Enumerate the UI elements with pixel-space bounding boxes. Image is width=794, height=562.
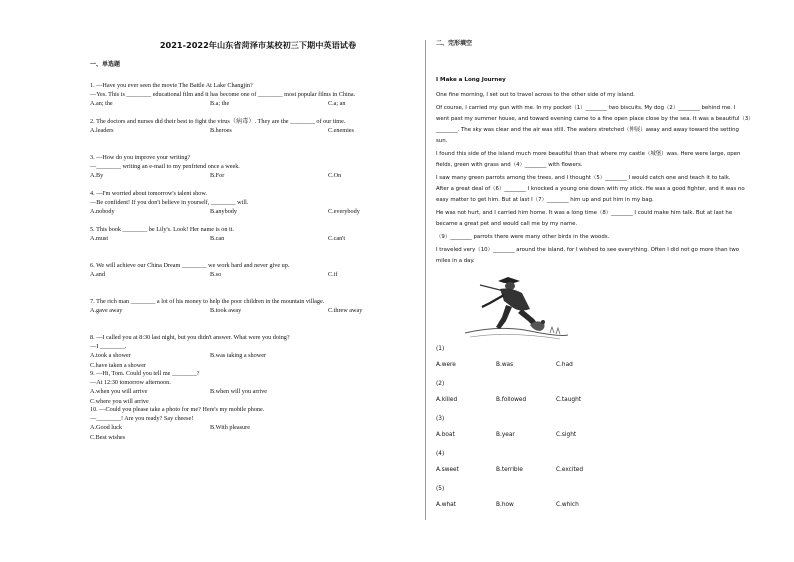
paragraph-line: Of course, I carried my gun with me. In my pocket（1）________ two biscuits. My dog（2）________ behind me. I	[436, 105, 736, 111]
question-text: —I ________.	[90, 343, 127, 350]
cloze-question-number: (2)	[436, 381, 445, 387]
question-text: 3. —How do you improve your writing?	[90, 154, 191, 161]
question-text: 7. The rich man ________ a lot of his money to help the poor children in the mountain village.	[90, 298, 325, 305]
paragraph	[436, 90, 770, 101]
answer-option[interactable]: B.took away	[210, 307, 242, 314]
paragraph-line: He was not hurt, and I carried him home. It was a long time（8）________ I could make him talk. But at last he	[436, 210, 733, 216]
answer-option[interactable]: B.so	[210, 271, 222, 278]
answer-option[interactable]: B.For	[210, 172, 225, 179]
answer-options	[90, 306, 388, 315]
answer-options	[90, 207, 388, 216]
answer-option[interactable]: C.have taken a shower	[90, 362, 147, 369]
question-1	[88, 81, 388, 117]
answer-option[interactable]: B.a; the	[210, 100, 230, 107]
question-list	[88, 81, 388, 441]
passage-title: I Make a Long Journey	[436, 77, 506, 83]
paragraph	[436, 232, 770, 243]
paragraph	[436, 208, 770, 230]
question-text: 6. We will achieve our China Dream ________ we work hard and never give up.	[90, 262, 290, 269]
question-text: —________ writing an e-mail to my penfriend once a week.	[90, 163, 240, 170]
answer-option[interactable]: B.when will you arrive	[210, 388, 268, 395]
answer-option[interactable]: C.a; an	[328, 100, 346, 107]
question-text: 4. —I'm worried about tomorrow's talent show.	[90, 190, 207, 197]
man-catching-parrot-illustration	[460, 273, 570, 343]
paragraph-line: ________. The sky was clear and the air was still. The waters stretched（伸展）away and away toward the setting	[436, 127, 739, 133]
paragraph-line: easy matter to get him. But at last I（7）________ him up and put him in my bag.	[436, 197, 654, 203]
answer-options	[90, 423, 388, 441]
paragraph-line: One fine morning, I set out to travel across to the other side of my island.	[436, 92, 635, 98]
question-text: 9. —Hi, Tom. Could you tell me ________?	[90, 370, 200, 377]
answer-option[interactable]: B.With pleasure	[210, 424, 250, 431]
answer-option[interactable]: B.can	[210, 235, 225, 242]
answer-option[interactable]: A.sweet	[436, 467, 459, 473]
answer-option[interactable]: A.an; the	[90, 100, 113, 107]
section-heading-cloze: 二、完形填空	[436, 40, 473, 47]
question-text: 2. The doctors and nurses did their best to fight the virus（病毒）. They are the ________ of our time.	[90, 118, 346, 125]
cloze-question-2	[436, 380, 770, 415]
paragraph	[436, 245, 770, 267]
paragraph-line: sun.	[436, 138, 448, 144]
answer-options	[90, 387, 388, 405]
answer-option[interactable]: B.was taking a shower	[210, 352, 267, 359]
paragraph-line: miles in a day.	[436, 258, 475, 264]
answer-option[interactable]: A.and	[90, 271, 105, 278]
answer-options	[90, 270, 388, 279]
answer-options	[436, 361, 770, 370]
question-text: —________! Are you ready? Say cheese!	[90, 415, 194, 422]
answer-options	[436, 466, 770, 475]
question-text: —Be confident! If you don't believe in yourself, ________ will.	[90, 199, 249, 206]
answer-option[interactable]: C.taught	[556, 397, 582, 403]
column-divider	[425, 40, 426, 520]
answer-option[interactable]: B.was	[496, 362, 514, 368]
answer-option[interactable]: C.Best wishes	[90, 434, 126, 441]
answer-options	[436, 501, 770, 510]
answer-option[interactable]: C.which	[556, 502, 579, 508]
answer-option[interactable]: B.followed	[496, 397, 527, 403]
question-2	[88, 117, 388, 153]
paragraph-line: I found this side of the island much more beautiful than that where my castle（城堡）was. Here were large, open	[436, 151, 741, 157]
answer-option[interactable]: B.year	[496, 432, 515, 438]
answer-option[interactable]: A.when you will arrive	[90, 388, 148, 395]
answer-option[interactable]: C.if	[328, 271, 338, 278]
cloze-question-number: (4)	[436, 451, 445, 457]
cloze-question-number: (5)	[436, 486, 445, 492]
answer-options	[90, 126, 388, 135]
answer-option[interactable]: C.where you will arrive	[90, 398, 149, 405]
answer-option[interactable]: C.had	[556, 362, 573, 368]
paragraph-line: became a great pet and would call me by my name.	[436, 221, 578, 227]
answer-option[interactable]: A.By	[90, 172, 104, 179]
paragraph-line: I traveled very（10）________ around the island, for I wished to see everything. Often I did not go more than two	[436, 247, 740, 253]
answer-options	[90, 234, 388, 243]
question-text: —At 12:30 tomorrow afternoon.	[90, 379, 171, 386]
paragraph-line: I saw many green parrots among the trees, and I thought（5）________ I would catch one and teach it to talk.	[436, 175, 731, 181]
left-column	[88, 40, 388, 441]
cloze-question-number: (1)	[436, 346, 445, 352]
answer-option[interactable]: A.took a shower	[90, 352, 131, 359]
answer-option[interactable]: A.boat	[436, 432, 455, 438]
answer-option[interactable]: C.excited	[556, 467, 584, 473]
question-text: —Yes. This is ________ educational film and it has become one of ________ most popular films in China.	[90, 91, 356, 98]
question-5	[88, 225, 388, 261]
paragraph-line: （9）________ parrots there were many other birds in the woods.	[436, 234, 610, 240]
cloze-question-number: (3)	[436, 416, 445, 422]
answer-option[interactable]: A.were	[436, 362, 456, 368]
answer-option[interactable]: C.can't	[328, 235, 346, 242]
answer-option[interactable]: A.gave away	[90, 307, 123, 314]
answer-option[interactable]: A.leaders	[90, 127, 114, 134]
answer-options	[436, 396, 770, 405]
paragraph-line: went past my summer house, and toward evening came to a fine open place close by the sea. It was a beautiful（3）	[436, 116, 754, 122]
cloze-question-4	[436, 450, 770, 485]
answer-options	[90, 171, 388, 180]
cloze-question-3	[436, 415, 770, 450]
answer-options	[436, 431, 770, 440]
paragraph	[436, 149, 770, 171]
question-9	[88, 369, 388, 405]
answer-option[interactable]: B.terrible	[496, 467, 523, 473]
answer-option[interactable]: A.Good luck	[90, 424, 122, 431]
question-8	[88, 333, 388, 369]
question-4	[88, 189, 388, 225]
question-text: 8. —I called you at 8:30 last night, but you didn't answer. What were you doing?	[90, 334, 290, 341]
section-heading-single-choice: 一、单选题	[90, 61, 121, 68]
paragraph	[436, 173, 770, 206]
answer-options	[90, 351, 388, 369]
paragraph	[436, 103, 770, 147]
answer-option[interactable]: A.must	[90, 235, 109, 242]
answer-option[interactable]: B.how	[496, 502, 514, 508]
answer-option[interactable]: A.what	[436, 502, 456, 508]
answer-option[interactable]: C.everybody	[328, 208, 360, 215]
question-7	[88, 297, 388, 333]
question-text: 5. This book ________ be Lily's. Look! Her name is on it.	[90, 226, 234, 233]
passage	[436, 90, 770, 267]
answer-options	[90, 99, 388, 108]
answer-option[interactable]: A.killed	[436, 397, 458, 403]
right-column	[436, 38, 770, 520]
paragraph-line: fields, green with grass and（4）________ with flowers.	[436, 162, 583, 168]
question-3	[88, 153, 388, 189]
paragraph-line: After a great deal of（6）________ I knocked a young one down with my stick. He was a good fighter, and it was no	[436, 186, 745, 192]
cloze-question-1	[436, 345, 770, 380]
answer-option[interactable]: A.nobody	[90, 208, 115, 215]
answer-option[interactable]: B.anybody	[210, 208, 237, 215]
illustration	[460, 273, 570, 343]
answer-option[interactable]: B.heroes	[210, 127, 232, 134]
page-title: 2021-2022年山东省菏泽市某校初三下期中英语试卷	[159, 40, 357, 50]
answer-option[interactable]: C.threw away	[328, 307, 363, 314]
answer-option[interactable]: C.sight	[556, 432, 577, 438]
question-10	[88, 405, 388, 441]
cloze-question-5	[436, 485, 770, 520]
cloze-questions	[436, 345, 770, 520]
question-text: 10. —Could you please take a photo for me? Here's my mobile phone.	[90, 406, 265, 413]
question-6	[88, 261, 388, 297]
answer-option[interactable]: C.On	[328, 172, 342, 179]
question-text: 1. —Have you ever seen the movie The Battle At Lake Changjin?	[90, 82, 253, 89]
answer-option[interactable]: C.enemies	[328, 127, 354, 134]
